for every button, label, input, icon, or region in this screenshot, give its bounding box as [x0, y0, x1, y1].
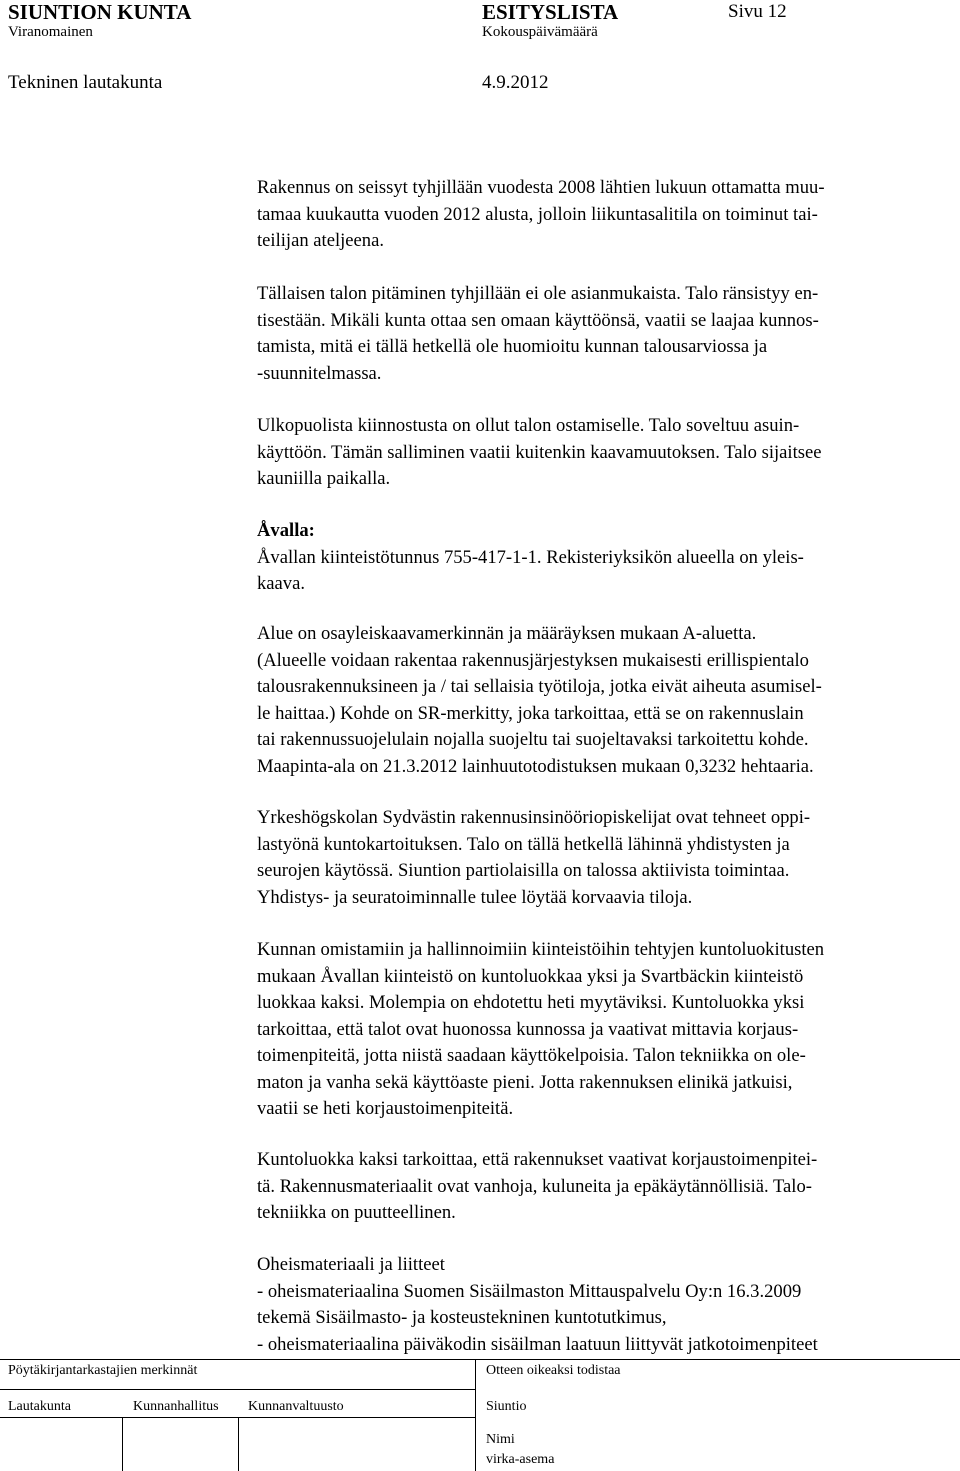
body-block-2: [257, 281, 947, 387]
reviewers-label: Pöytäkirjantarkastajien merkinnät: [8, 1363, 198, 1378]
body-block-6: [257, 805, 947, 911]
section-heading-avalla: Åvalla:: [257, 520, 315, 541]
footer-col-kunnanvaltuusto: Kunnanvaltuusto: [248, 1399, 344, 1414]
paragraph-3: Ulkopuolista kiinnostusta on ollut talon ostamiselle. Talo soveltuu asuin- käyttöön. Tämän salliminen vaatii kuitenkin kaavamuutoksen. Talo sijaitsee kauniilla paikalla.: [257, 415, 822, 489]
title-label: virka-asema: [486, 1452, 555, 1467]
paragraph-4: Åvallan kiinteistötunnus 755-417-1-1. Rekisteriyksikön alueella on yleis- kaava.: [257, 546, 804, 594]
footer-divider: [0, 1359, 960, 1360]
footer-table-divider-2: [238, 1417, 239, 1471]
paragraph-1: Rakennus on seissyt tyhjillään vuodesta 2008 lähtien lukuun ottamatta muu- tamaa kuukautta vuoden 2012 alusta, jolloin liikuntasalitila on toiminut tai- teilijan ateljeena.: [257, 177, 825, 251]
document-type: ESITYSLISTA: [482, 0, 619, 24]
paragraph-9: Oheismateriaali ja liitteet - oheismateriaalina Suomen Sisäilmaston Mittauspalvelu Oy:n 16.3.2009 tekemä Sisäilmasto- ja kosteustekninen kuntotutkimus, - oheismateriaalina päiväkodin sisäilman laatuun liittyvät jatkotoimenpiteet: [257, 1254, 818, 1355]
body-block-5: [257, 621, 947, 780]
certified-label: Otteen oikeaksi todistaa: [486, 1363, 621, 1378]
paragraph-5: Alue on osayleiskaavamerkinnän ja määräyksen mukaan A-aluetta. (Alueelle voidaan rakentaa rakennusjärjestyksen mukaisesti erillispientalo talousrakennuksineen ja / tai sellaisia työtiloja, jotka eivät aiheuta asumisel- le haittaa.) Kohde on SR-merkitty, joka tarkoittaa, että se on rakennuslain tai rakennussuojelulain nojalla suojeltu tai suojeltavaksi tarkoitettu kohde. Maapinta-ala on 21.3.2012 lainhuutotodistuksen mukaan 0,3232 hehtaaria.: [257, 623, 822, 777]
municipality-name: SIUNTION KUNTA: [8, 0, 192, 24]
paragraph-2: Tällaisen talon pitäminen tyhjillään ei ole asianmukaista. Talo ränsistyy en- tisestään. Mikäli kunta ottaa sen omaan käyttöönsä, vaatii se laajaa kunnos- tamista, mitä ei tällä hetkellä ole huomioitu kunnan talousarviossa ja -suunnitelmassa.: [257, 283, 819, 384]
paragraph-7: Kunnan omistamiin ja hallinnoimiin kiinteistöihin tehtyjen kuntoluokitusten mukaan Åvallan kiinteistö on kuntoluokkaa yksi ja Svartbäckin kiinteistö luokkaa kaksi. Molempia on ehdotettu heti myytäviksi. Kuntoluokka yksi tarkoittaa, että talot ovat huonossa kunnossa ja vaativat mittavia korjaus- toimenpiteitä, jotta niistä saadaan käyttökelpoisia. Talon tekniikka on ole- maton ja vanha sekä käyttöaste pieni. Jotta rakennuksen elinikä jatkuisi, vaatii se heti korjaustoimenpiteitä.: [257, 939, 825, 1119]
footer-table-top-line: [0, 1389, 475, 1390]
footer-vertical-divider: [475, 1359, 476, 1471]
meeting-date-label: Kokouspäivämäärä: [482, 24, 598, 40]
page-number: Sivu 12: [728, 1, 787, 22]
body-block-4: [257, 518, 947, 598]
authority-label: Viranomainen: [8, 24, 93, 40]
body-block-7: [257, 937, 947, 1123]
body-block-8: [257, 1147, 947, 1227]
body-block-3: [257, 413, 947, 493]
authority-name: Tekninen lautakunta: [8, 72, 163, 93]
body-block-1: [257, 175, 947, 255]
footer-col-lautakunta: Lautakunta: [8, 1399, 71, 1414]
footer-table-divider-1: [122, 1417, 123, 1471]
body-block-9: [257, 1252, 947, 1358]
meeting-date: 4.9.2012: [482, 72, 549, 93]
paragraph-8: Kuntoluokka kaksi tarkoittaa, että rakennukset vaativat korjaustoimenpitei- tä. Rakennusmateriaalit ovat vanhoja, kuluneita ja epäkäytännöllisiä. Talo- tekniikka on puutteellinen.: [257, 1149, 818, 1223]
name-label: Nimi: [486, 1432, 515, 1447]
paragraph-6: Yrkeshögskolan Sydvästin rakennusinsinööriopiskelijat ovat tehneet oppi- lastyönä kuntokartoituksen. Talo on tällä hetkellä lähinnä yhdistysten ja seurojen käytössä. Siuntion partiolaisilla on talossa aktiivista toimintaa. Yhdistys- ja seuratoiminnalle tulee löytää korvaavia tiloja.: [257, 807, 811, 908]
place-label: Siuntio: [486, 1399, 527, 1414]
footer-col-kunnanhallitus: Kunnanhallitus: [133, 1399, 219, 1414]
